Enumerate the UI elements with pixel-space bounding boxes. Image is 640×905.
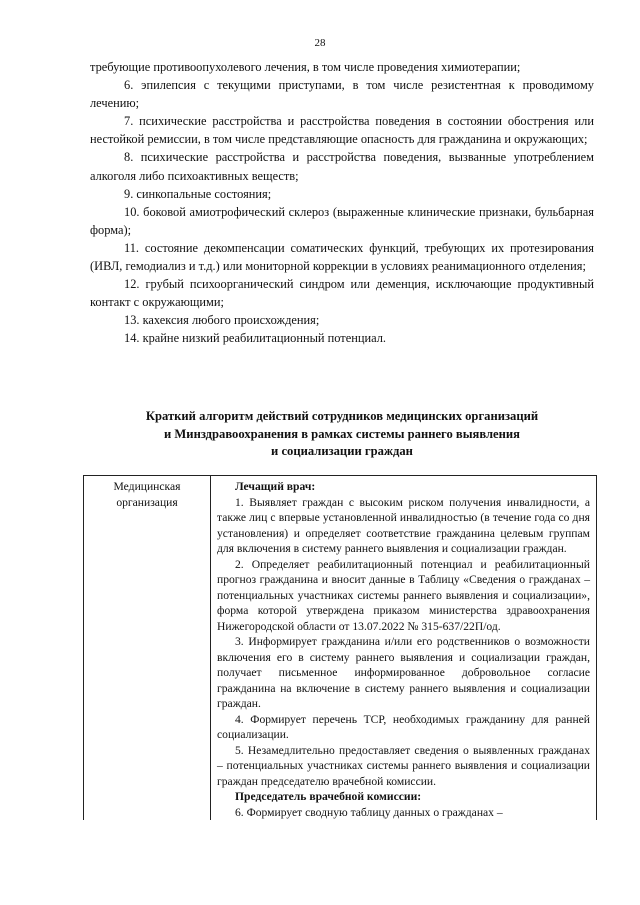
table-row xyxy=(84,476,597,821)
actions-cell xyxy=(211,476,597,821)
list-item: 9. синкопальные состояния; xyxy=(124,186,272,201)
heading-line: Краткий алгоритм действий сотрудников медицинских организаций xyxy=(145,409,539,423)
role-title-attending-doctor: Лечащий врач: xyxy=(235,480,316,493)
step-item: 5. Незамедлительно предоставляет сведения о выявленных гражданах – потенциальных участниках системы раннего выявления и социализации граждан председателю врачебной комиссии. xyxy=(217,743,590,788)
list-item: 10. боковой амиотрофический склероз (выраженные клинические признаки, бульбарная форма); xyxy=(90,204,594,237)
list-item: 11. состояние декомпенсации соматических функций, требующих их протезирования (ИВЛ, гемодиализ и т.д.) или мониторной коррекции в условиях реанимационного отделения; xyxy=(90,240,594,274)
list-item: 7. психические расстройства и расстройства поведения в состоянии обострения или нестойкой ремиссии, в том числе представляющие опасность для гражданина и окружающих; xyxy=(90,114,594,147)
step-item: 2. Определяет реабилитационный потенциал и реабилитационный прогноз гражданина и вносит данные в Таблицу «Сведения о гражданах – потенциальных участниках системы раннего выявления и социализации», форма которой утверждена приказом министерства здравоохранения Нижегородской области от 13.07.2022 № 315-637/22П/од. xyxy=(217,557,590,633)
list-item: 13. кахексия любого происхождения; xyxy=(124,313,320,328)
section-heading xyxy=(90,408,594,461)
list-item: 12. грубый психоорганический синдром или деменция, исключающие продуктивный контакт с окружающими; xyxy=(90,277,594,310)
page-number: 28 xyxy=(314,37,326,49)
list-item: требующие противоопухолевого лечения, в том числе проведения химиотерапии; xyxy=(90,60,521,74)
list-item: 6. эпилепсия с текущими приступами, в том числе резистентная к проводимому лечению; xyxy=(90,78,594,111)
heading-line: и Минздравоохранения в рамках системы раннего выявления xyxy=(164,426,520,441)
role-title-commission-chair: Председатель врачебной комиссии: xyxy=(235,790,422,803)
step-item: 6. Формирует сводную таблицу данных о гражданах – xyxy=(235,805,503,819)
list-item: 8. психические расстройства и расстройства поведения, вызванные употреблением алкоголя либо психоактивных веществ; xyxy=(90,150,594,183)
heading-line: и социализации граждан xyxy=(271,444,413,458)
contraindications-list xyxy=(90,58,594,348)
step-item: 4. Формирует перечень ТСР, необходимых гражданину для ранней социализации. xyxy=(217,712,590,741)
organization-cell: Медицинская организация xyxy=(84,476,211,821)
step-item: 3. Информирует гражданина и/или его родственников о возможности включения его в систему раннего выявления и социализации граждан, получает письменное информированное добровольное согласие гражданина на включение в систему раннего выявления и социализации граждан. xyxy=(217,635,590,710)
step-item: 1. Выявляет граждан с высоким риском получения инвалидности, а также лиц с впервые установленной инвалидностью (в течение года со дня установления) и определяет соответствие гражданина целевым группам для включения в систему раннего выявления и социализации граждан. xyxy=(217,495,590,555)
list-item: 14. крайне низкий реабилитационный потенциал. xyxy=(124,331,386,346)
algorithm-table xyxy=(83,475,597,820)
